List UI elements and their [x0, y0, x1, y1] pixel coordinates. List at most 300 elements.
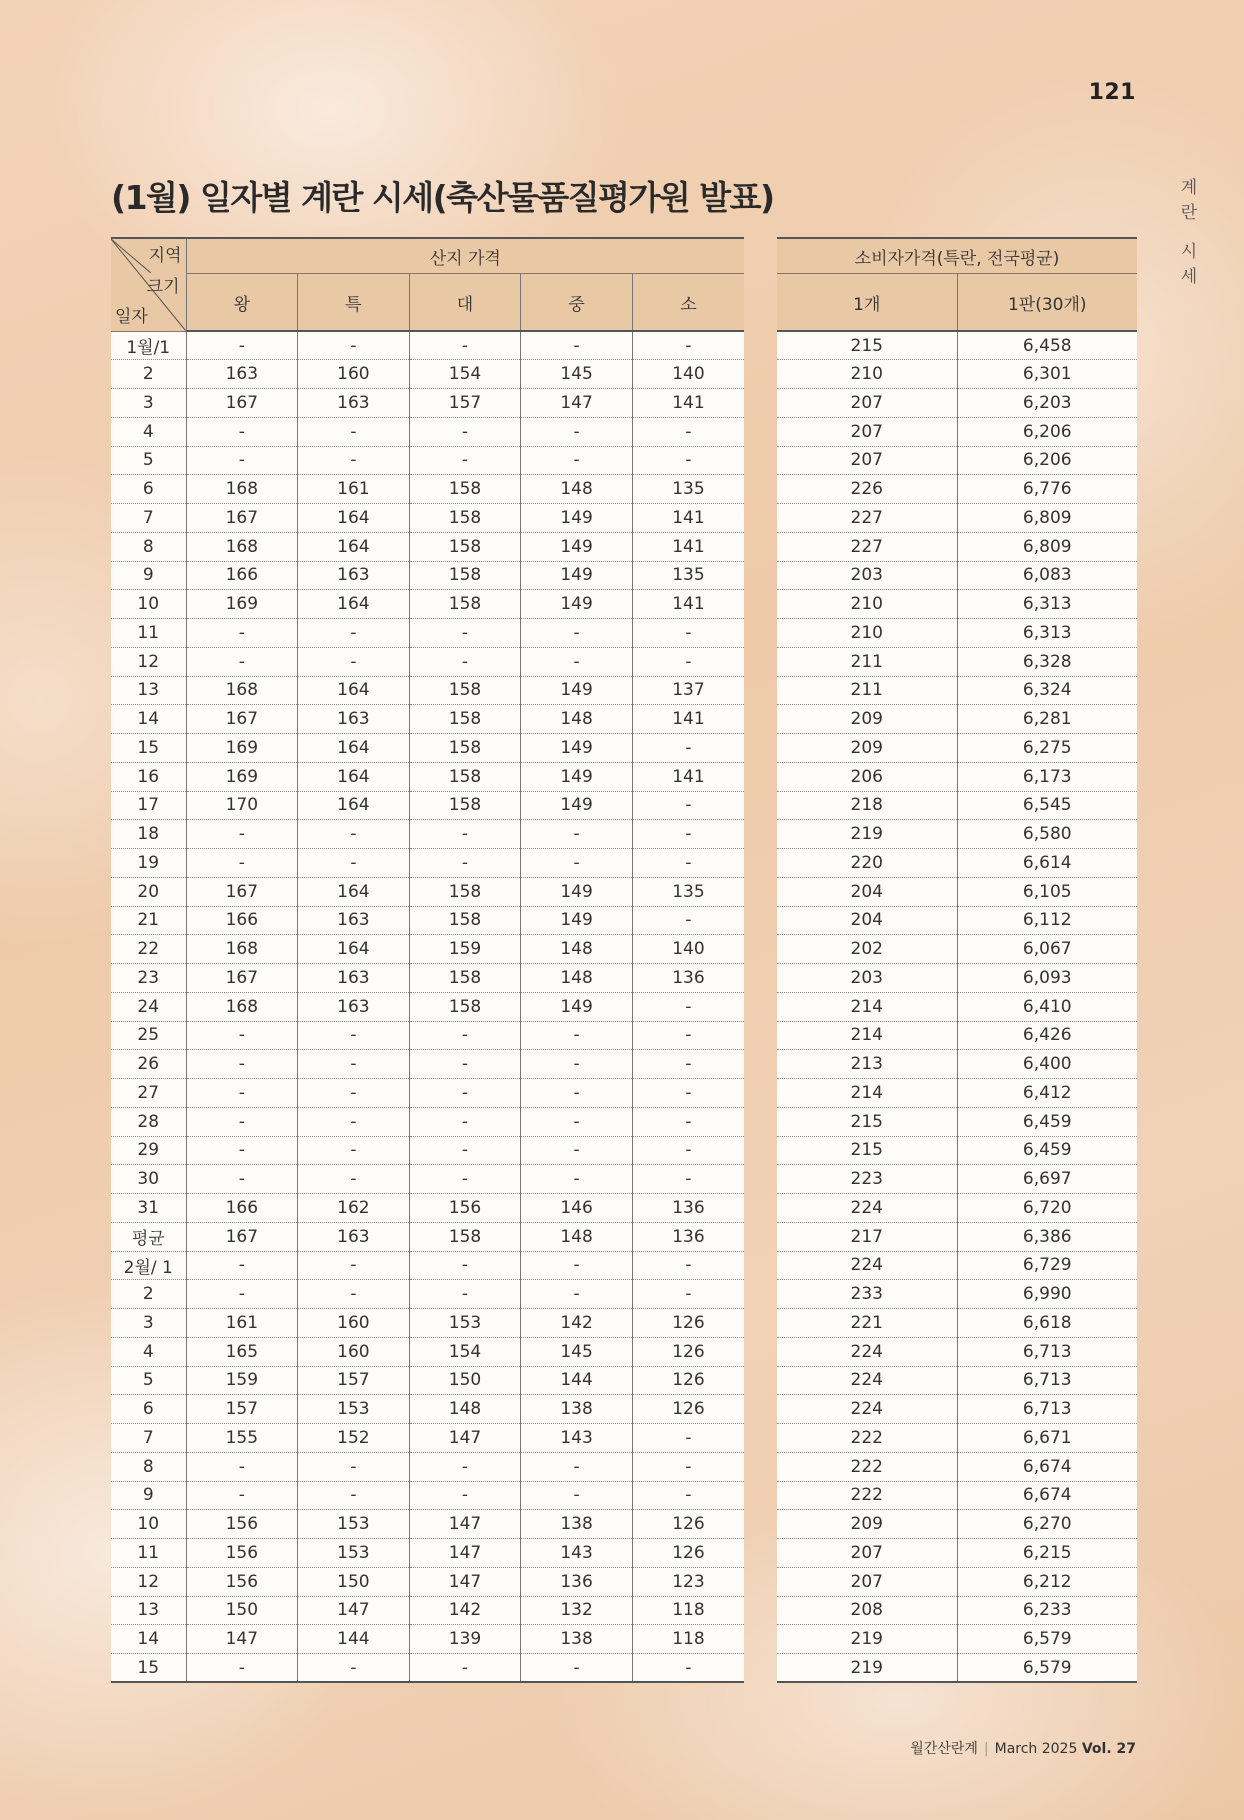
tray-price-cell: 6,093 — [957, 964, 1137, 993]
price-cell: 164 — [298, 676, 410, 705]
price-cell: - — [298, 1165, 410, 1194]
price-cell: 137 — [632, 676, 744, 705]
price-cell: 158 — [409, 734, 521, 763]
tray-price-cell: 6,776 — [957, 475, 1137, 504]
price-cell: - — [186, 647, 298, 676]
price-cell: 147 — [186, 1625, 298, 1654]
tray-price-cell: 6,386 — [957, 1222, 1137, 1251]
price-cell: - — [298, 1079, 410, 1108]
price-cell: 167 — [186, 504, 298, 533]
table-row — [111, 1079, 744, 1108]
unit-price-cell: 214 — [777, 1079, 957, 1108]
table-row — [777, 1337, 1137, 1366]
date-cell: 17 — [111, 791, 186, 820]
price-cell: - — [632, 1424, 744, 1453]
table-row — [777, 964, 1137, 993]
table-row — [777, 1654, 1137, 1683]
price-cell: - — [298, 1481, 410, 1510]
date-cell: 31 — [111, 1194, 186, 1223]
price-cell: - — [298, 417, 410, 446]
price-cell: 158 — [409, 762, 521, 791]
price-cell: - — [409, 1079, 521, 1108]
side-section-label — [1179, 176, 1199, 290]
price-cell: - — [632, 1079, 744, 1108]
price-cell: 153 — [298, 1510, 410, 1539]
table-row — [777, 389, 1137, 418]
date-cell: 14 — [111, 1625, 186, 1654]
unit-price-cell: 203 — [777, 561, 957, 590]
tray-price-cell: 6,809 — [957, 504, 1137, 533]
price-cell: 153 — [298, 1395, 410, 1424]
table-row — [777, 676, 1137, 705]
table-row — [111, 964, 744, 993]
price-cell: 147 — [521, 389, 633, 418]
price-cell: - — [409, 849, 521, 878]
price-cell: 147 — [409, 1424, 521, 1453]
unit-price-cell: 219 — [850, 1657, 883, 1678]
price-cell: 163 — [298, 992, 410, 1021]
price-cell: - — [186, 1136, 298, 1165]
date-cell: 6 — [111, 475, 186, 504]
price-cell: - — [409, 1280, 521, 1309]
price-cell: 141 — [632, 532, 744, 561]
table-row — [111, 590, 744, 619]
table-row — [111, 734, 744, 763]
unit-price-cell: 224 — [777, 1366, 957, 1395]
price-cell: 158 — [409, 906, 521, 935]
price-cell: 138 — [521, 1510, 633, 1539]
table-row — [111, 676, 744, 705]
unit-price-cell: 213 — [777, 1050, 957, 1079]
price-cell: 157 — [298, 1366, 410, 1395]
table-row — [777, 1251, 1137, 1280]
table-row — [111, 1625, 744, 1654]
price-cell: 168 — [186, 475, 298, 504]
unit-price-cell: 233 — [777, 1280, 957, 1309]
price-cell: 149 — [521, 504, 633, 533]
price-cell: 169 — [186, 590, 298, 619]
price-cell: - — [521, 1021, 633, 1050]
date-cell: 25 — [111, 1021, 186, 1050]
table-row — [777, 1136, 1137, 1165]
price-cell: - — [632, 1280, 744, 1309]
price-cell: - — [632, 1481, 744, 1510]
price-cell: - — [521, 1107, 633, 1136]
price-cell: 168 — [186, 992, 298, 1021]
tray-price-cell: 6,324 — [957, 676, 1137, 705]
unit-price-cell: 222 — [777, 1424, 957, 1453]
unit-price-cell: 226 — [777, 475, 957, 504]
price-cell: 148 — [521, 964, 633, 993]
price-cell: - — [632, 1654, 744, 1683]
price-cell: 126 — [632, 1309, 744, 1338]
price-cell: 167 — [186, 1222, 298, 1251]
price-cell: 144 — [521, 1366, 633, 1395]
tray-price-cell: 6,618 — [957, 1309, 1137, 1338]
date-cell: 8 — [111, 1452, 186, 1481]
price-cell: 136 — [521, 1567, 633, 1596]
price-cell: - — [521, 1079, 633, 1108]
tray-price-cell: 6,990 — [957, 1280, 1137, 1309]
price-cell: 160 — [298, 1337, 410, 1366]
corner-header — [111, 238, 186, 331]
table-row — [777, 1510, 1137, 1539]
date-cell: 7 — [111, 504, 186, 533]
magazine-name: 월간산란계 — [910, 1741, 978, 1757]
date-cell: 5 — [111, 1366, 186, 1395]
price-cell: 161 — [186, 1309, 298, 1338]
price-cell: 145 — [521, 360, 633, 389]
price-cell: 163 — [298, 964, 410, 993]
footer-separator: | — [983, 1741, 989, 1757]
price-cell: - — [409, 1107, 521, 1136]
page-title: (1월) 일자별 계란 시세(축산물품질평가원 발표) — [111, 178, 774, 217]
price-cell: 152 — [298, 1424, 410, 1453]
unit-price-cell: 219 — [777, 1625, 957, 1654]
price-cell: 149 — [521, 676, 633, 705]
farm-price-table — [111, 237, 744, 1683]
table-row — [777, 1596, 1137, 1625]
table-row — [111, 504, 744, 533]
price-cell: - — [298, 849, 410, 878]
table-row — [777, 504, 1137, 533]
table-row — [111, 331, 744, 360]
unit-price-cell: 207 — [777, 389, 957, 418]
table-row — [111, 475, 744, 504]
side-label-char: 란 — [1180, 203, 1198, 223]
table-row — [777, 1107, 1137, 1136]
table-row — [111, 1654, 744, 1683]
price-cell: 156 — [409, 1194, 521, 1223]
unit-price-cell: 209 — [777, 734, 957, 763]
price-cell: - — [632, 1251, 744, 1280]
tray-price-cell: 6,328 — [957, 647, 1137, 676]
date-cell: 9 — [111, 1481, 186, 1510]
unit-price-cell: 204 — [777, 877, 957, 906]
price-cell: 126 — [632, 1395, 744, 1424]
price-cell: 170 — [186, 791, 298, 820]
tray-price-cell: 6,206 — [957, 446, 1137, 475]
date-cell: 1월/1 — [111, 331, 186, 360]
tray-price-cell: 6,410 — [957, 992, 1137, 1021]
table-row — [111, 1539, 744, 1568]
price-cell: 150 — [186, 1596, 298, 1625]
price-cell: - — [298, 1107, 410, 1136]
date-cell: 10 — [111, 1510, 186, 1539]
unit-price-cell: 202 — [777, 935, 957, 964]
table-row — [777, 877, 1137, 906]
price-cell: 160 — [298, 1309, 410, 1338]
tray-price-cell: 6,275 — [957, 734, 1137, 763]
table-row — [777, 1021, 1137, 1050]
tray-price-cell: 6,112 — [957, 906, 1137, 935]
table-row — [111, 1424, 744, 1453]
date-cell: 8 — [111, 532, 186, 561]
tray-price-cell: 6,206 — [957, 417, 1137, 446]
price-cell: 159 — [409, 935, 521, 964]
table-row — [111, 992, 744, 1021]
tray-price-cell: 6,412 — [957, 1079, 1137, 1108]
tray-price-cell: 6,173 — [957, 762, 1137, 791]
price-cell: - — [409, 1050, 521, 1079]
price-cell: 126 — [632, 1539, 744, 1568]
table-row — [111, 417, 744, 446]
price-cell: 148 — [521, 705, 633, 734]
price-cell: 164 — [298, 504, 410, 533]
price-cell: 165 — [186, 1337, 298, 1366]
price-cell: - — [186, 1654, 298, 1683]
table-row — [777, 1165, 1137, 1194]
price-cell: - — [521, 1050, 633, 1079]
price-cell: 154 — [409, 1337, 521, 1366]
table-row — [111, 1510, 744, 1539]
table-row — [777, 1366, 1137, 1395]
price-cell: - — [409, 820, 521, 849]
consumer-price-table — [777, 237, 1137, 1683]
side-label-char: 계 — [1180, 178, 1198, 198]
unit-price-cell: 207 — [777, 1539, 957, 1568]
volume-number: Vol. 27 — [1081, 1741, 1136, 1757]
price-cell: - — [409, 331, 521, 360]
table-row — [777, 1539, 1137, 1568]
price-cell: 136 — [632, 1194, 744, 1223]
price-cell: 166 — [186, 1194, 298, 1223]
price-cell: - — [409, 1165, 521, 1194]
unit-price-cell: 209 — [777, 1510, 957, 1539]
table-row — [777, 360, 1137, 389]
price-cell: 168 — [186, 935, 298, 964]
table-row — [777, 820, 1137, 849]
price-cell: 149 — [521, 762, 633, 791]
price-cell: 140 — [632, 360, 744, 389]
date-cell: 18 — [111, 820, 186, 849]
table-row — [111, 762, 744, 791]
unit-price-cell: 224 — [777, 1337, 957, 1366]
column-header: 1판(30개) — [957, 274, 1137, 332]
date-cell: 13 — [111, 676, 186, 705]
column-header: 왕 — [186, 274, 298, 332]
price-cell: - — [632, 1107, 744, 1136]
price-cell: 164 — [298, 935, 410, 964]
price-cell: 147 — [409, 1510, 521, 1539]
table-row — [111, 1194, 744, 1223]
price-cell: - — [186, 849, 298, 878]
date-cell: 2 — [111, 1280, 186, 1309]
tray-price-cell: 6,720 — [957, 1194, 1137, 1223]
price-cell: 147 — [409, 1567, 521, 1596]
price-cell: - — [521, 1136, 633, 1165]
price-cell: - — [298, 1280, 410, 1309]
price-cell: 169 — [186, 734, 298, 763]
price-cell: 149 — [521, 877, 633, 906]
price-cell: 149 — [521, 992, 633, 1021]
unit-price-cell: 215 — [777, 331, 957, 360]
unit-price-cell: 204 — [777, 906, 957, 935]
price-cell: - — [409, 1654, 521, 1683]
unit-price-cell: 211 — [777, 647, 957, 676]
date-cell: 4 — [111, 417, 186, 446]
date-cell: 9 — [111, 561, 186, 590]
unit-price-cell: 215 — [777, 1107, 957, 1136]
table-row — [111, 849, 744, 878]
price-cell: - — [521, 331, 633, 360]
price-cell: - — [186, 446, 298, 475]
tray-price-cell: 6,105 — [957, 877, 1137, 906]
price-cell: - — [186, 331, 298, 360]
table-row — [111, 1107, 744, 1136]
price-cell: - — [298, 331, 410, 360]
price-cell: - — [632, 1021, 744, 1050]
tray-price-cell: 6,614 — [957, 849, 1137, 878]
price-cell: - — [632, 849, 744, 878]
unit-price-cell: 210 — [777, 619, 957, 648]
date-cell: 2월/ 1 — [111, 1251, 186, 1280]
price-cell: - — [186, 1107, 298, 1136]
date-cell: 29 — [111, 1136, 186, 1165]
price-cell: 139 — [409, 1625, 521, 1654]
table-row — [111, 619, 744, 648]
table-row — [111, 1452, 744, 1481]
table-row — [111, 1366, 744, 1395]
unit-price-cell: 203 — [777, 964, 957, 993]
unit-price-cell: 207 — [777, 446, 957, 475]
price-cell: 138 — [521, 1625, 633, 1654]
tray-price-cell: 6,301 — [957, 360, 1137, 389]
tray-price-cell: 6,313 — [957, 619, 1137, 648]
unit-price-cell: 219 — [777, 820, 957, 849]
date-cell: 23 — [111, 964, 186, 993]
price-cell: 140 — [632, 935, 744, 964]
table-row — [111, 1251, 744, 1280]
price-cell: - — [632, 647, 744, 676]
price-cell: 144 — [298, 1625, 410, 1654]
tray-price-cell: 6,674 — [957, 1481, 1137, 1510]
price-cell: - — [632, 791, 744, 820]
table-row — [111, 906, 744, 935]
tray-price-cell: 6,083 — [957, 561, 1137, 590]
table-row — [777, 1424, 1137, 1453]
price-cell: - — [186, 1251, 298, 1280]
price-cell: 146 — [521, 1194, 633, 1223]
price-cell: - — [632, 734, 744, 763]
date-cell: 7 — [111, 1424, 186, 1453]
footer — [910, 1738, 1136, 1758]
date-cell: 27 — [111, 1079, 186, 1108]
table-row — [777, 935, 1137, 964]
tray-price-cell: 6,580 — [957, 820, 1137, 849]
price-cell: 136 — [632, 1222, 744, 1251]
price-cell: - — [298, 446, 410, 475]
table-row — [777, 1222, 1137, 1251]
price-cell: 138 — [521, 1395, 633, 1424]
date-cell: 30 — [111, 1165, 186, 1194]
unit-price-cell: 214 — [777, 992, 957, 1021]
unit-price-cell: 224 — [777, 1194, 957, 1223]
price-cell: 149 — [521, 561, 633, 590]
price-cell: 166 — [186, 906, 298, 935]
price-cell: 158 — [409, 964, 521, 993]
price-cell: 141 — [632, 762, 744, 791]
price-cell: - — [186, 1021, 298, 1050]
table-row — [777, 446, 1137, 475]
price-cell: 161 — [298, 475, 410, 504]
price-cell: - — [298, 1452, 410, 1481]
table-row — [111, 1596, 744, 1625]
table-row — [777, 906, 1137, 935]
date-cell: 11 — [111, 619, 186, 648]
price-cell: 164 — [298, 532, 410, 561]
unit-price-cell: 224 — [777, 1395, 957, 1424]
date-cell: 26 — [111, 1050, 186, 1079]
price-cell: 157 — [409, 389, 521, 418]
tray-price-cell: 6,233 — [957, 1596, 1137, 1625]
price-cell: 147 — [409, 1539, 521, 1568]
price-cell: 158 — [409, 992, 521, 1021]
table-row — [111, 1309, 744, 1338]
table-row — [777, 1050, 1137, 1079]
unit-price-cell: 207 — [777, 417, 957, 446]
price-cell: - — [409, 446, 521, 475]
price-cell: 149 — [521, 532, 633, 561]
price-cell: - — [521, 647, 633, 676]
price-cell: 135 — [632, 475, 744, 504]
unit-price-cell: 222 — [777, 1452, 957, 1481]
table-row — [111, 820, 744, 849]
side-label-char: 시 — [1180, 242, 1198, 262]
tray-price-cell: 6,203 — [957, 389, 1137, 418]
table-row — [111, 1395, 744, 1424]
side-label-char: 세 — [1180, 267, 1198, 287]
price-cell: - — [186, 1452, 298, 1481]
price-cell: - — [521, 417, 633, 446]
date-cell: 4 — [111, 1337, 186, 1366]
price-cell: - — [186, 1079, 298, 1108]
price-cell: 167 — [186, 877, 298, 906]
corner-date-label: 일자 — [115, 306, 148, 327]
price-cell: - — [409, 647, 521, 676]
tray-price-cell: 6,713 — [957, 1337, 1137, 1366]
tray-price-cell: 6,313 — [957, 590, 1137, 619]
price-cell: - — [409, 619, 521, 648]
price-cell: - — [632, 1136, 744, 1165]
price-cell: - — [186, 619, 298, 648]
price-cell: - — [521, 1452, 633, 1481]
price-cell: - — [632, 446, 744, 475]
unit-price-cell: 220 — [777, 849, 957, 878]
table-row — [111, 360, 744, 389]
price-cell: 141 — [632, 705, 744, 734]
price-cell: 158 — [409, 561, 521, 590]
table-row — [777, 1395, 1137, 1424]
table-row — [111, 1021, 744, 1050]
price-cell: - — [409, 1481, 521, 1510]
price-cell: - — [186, 417, 298, 446]
price-cell: - — [409, 1452, 521, 1481]
price-cell: - — [521, 1481, 633, 1510]
table-row — [777, 849, 1137, 878]
price-cell: - — [409, 1251, 521, 1280]
price-cell: 126 — [632, 1510, 744, 1539]
price-cell: 148 — [521, 475, 633, 504]
table-row — [111, 935, 744, 964]
price-cell: 148 — [521, 935, 633, 964]
table-row — [777, 1194, 1137, 1223]
price-cell: - — [298, 647, 410, 676]
price-cell: - — [409, 1021, 521, 1050]
price-cell: 153 — [409, 1309, 521, 1338]
price-cell: 143 — [521, 1539, 633, 1568]
tray-price-cell: 6,459 — [957, 1107, 1137, 1136]
